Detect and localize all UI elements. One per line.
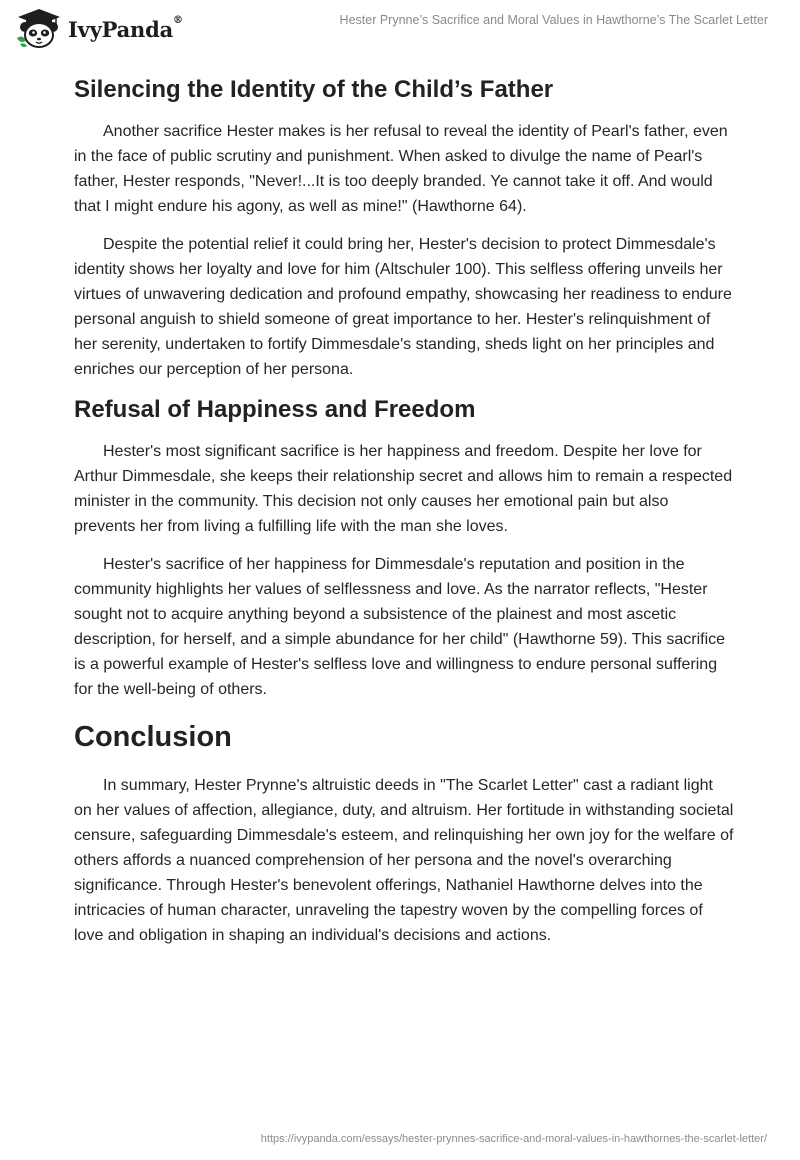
section-heading: Refusal of Happiness and Freedom [74, 395, 476, 423]
paragraph: In summary, Hester Prynne's altruistic deeds in "The Scarlet Letter" cast a radiant light on her values of affection, allegiance, duty, and altruism. Her fortitude in withstanding societal censure, safeguarding Dimmesdale's esteem, and relinquishing her own joy for the welfare of others affords a nuanced comprehension of her persona and the novel's overarching significance. Through Hester's benevolent offerings, Nathaniel Hawthorne delves into the intricacies of human character, unraveling the tapestry woven by the compelling forces of love and obligation in shaping an individual's decisions and actions. [74, 777, 734, 945]
source-url-link[interactable]: https://ivypanda.com/essays/hester-prynnes-sacrifice-and-moral-values-in-hawthornes-the-scarlet-letter/ [260, 1133, 767, 1145]
registered-mark: ® [173, 14, 183, 26]
conclusion-heading: Conclusion [74, 720, 232, 753]
paragraph: Hester's sacrifice of her happiness for Dimmesdale's reputation and position in the community highlights her values of selflessness and love. As the narrator reflects, "Hester sought not to acquire anything beyond a subsistence of the plainest and most ascetic description, for herself, and a simple abundance for her child" (Hawthorne 59). This sacrifice is a powerful example of Hester's selfless love and willingness to endure personal suffering for the well-being of others. [74, 555, 726, 698]
paragraph: Hester's most significant sacrifice is her happiness and freedom. Despite her love for Arthur Dimmesdale, she keeps their relationship secret and allows him to remain a respected minister in the community. This decision not only causes her emotional pain but also prevents her from living a fulfilling life with the man she loves. [74, 442, 733, 535]
panda-graduate-logo-icon [14, 8, 64, 50]
logo-text: IvyPanda® [68, 14, 183, 42]
paragraph: Despite the potential relief it could bring her, Hester's decision to protect Dimmesdale's identity shows her loyalty and love for him (Altschuler 100). This selfless offering unveils her virtues of unwavering dedication and profound empathy, showcasing her readiness to endure personal anguish to shield someone of great importance to her. Hester's relinquishment of her serenity, undertaken to fortify Dimmesdale's standing, sheds light on her principles and enriches our perception of her persona. [74, 235, 732, 378]
paragraph: Another sacrifice Hester makes is her refusal to reveal the identity of Pearl's father, even in the face of public scrutiny and punishment. When asked to divulge the name of Pearl's father, Hester responds, "Never!...It is too deeply branded. Ye cannot take it off. And would that I might endure his agony, as well as mine!" (Hawthorne 64). [74, 122, 728, 215]
section-heading: Silencing the Identity of the Child’s Father [74, 76, 554, 103]
ivypanda-logo[interactable] [14, 8, 183, 50]
page-header [0, 0, 800, 70]
essay-content [74, 70, 734, 948]
document-title: Hester Prynne’s Sacrifice and Moral Values in Hawthorne’s The Scarlet Letter [339, 13, 768, 27]
